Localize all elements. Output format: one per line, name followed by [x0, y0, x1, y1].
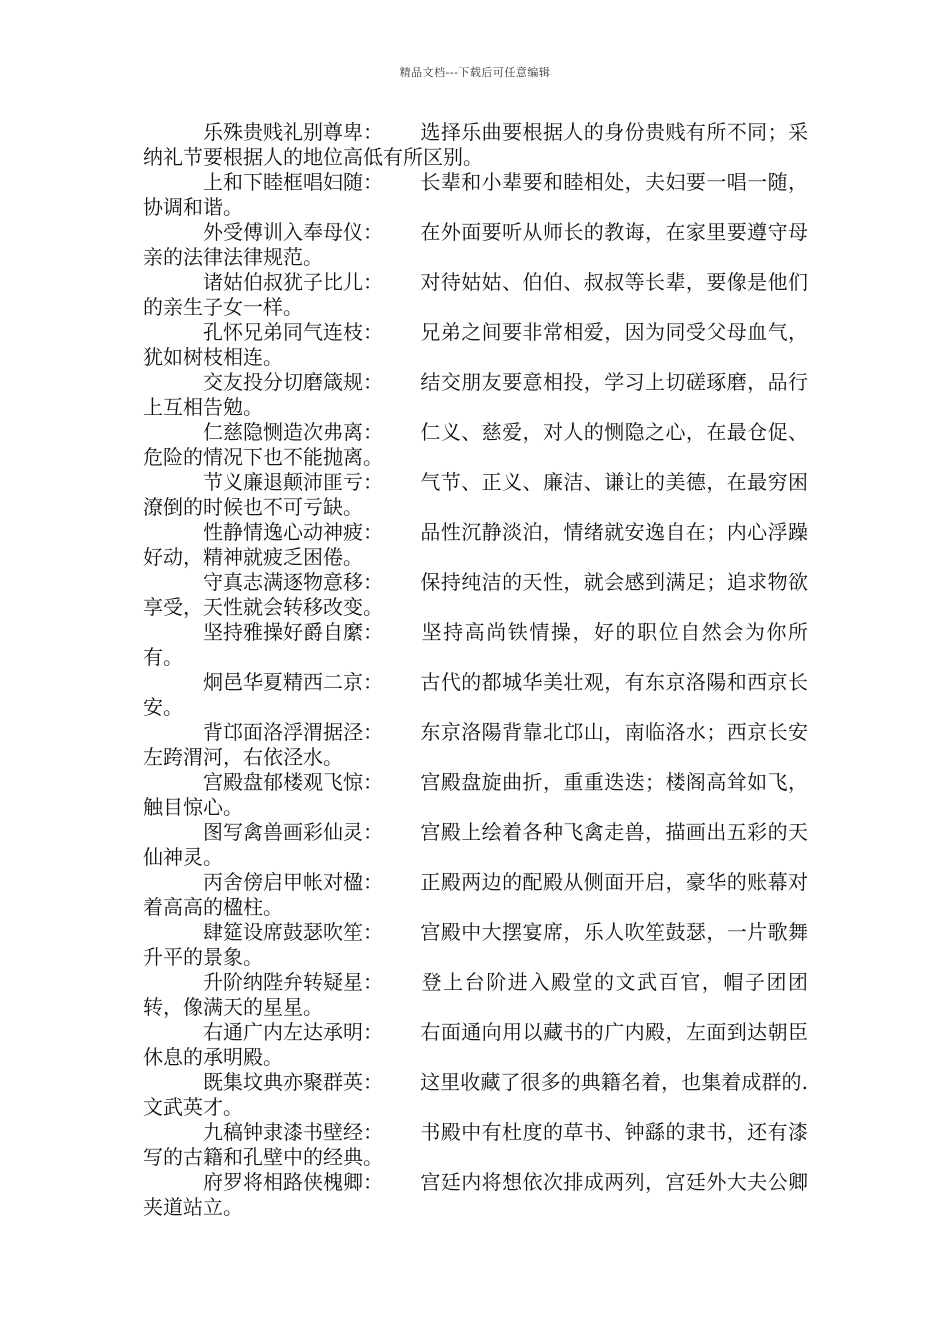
idiom-entry: [143, 1020, 808, 1070]
idiom-entry: [143, 170, 808, 220]
idiom-entry: [143, 270, 808, 320]
idiom-explanation: 登上台阶进入殿堂的文武百官，帽子团团转，像满天的星星。: [143, 970, 808, 1019]
idiom-entry: [143, 570, 808, 620]
idiom-entry: [143, 720, 808, 770]
idiom-entry: [143, 520, 808, 570]
idiom-entry: [143, 870, 808, 920]
idiom-entry: [143, 470, 808, 520]
idiom-explanation: 品性沉静淡泊，情绪就安逸自在；内心浮躁好动，精神就疲乏困倦。: [143, 520, 808, 569]
idiom-phrase: 性静情逸心动神疲：: [203, 520, 383, 544]
document-body: [143, 120, 808, 1220]
idiom-explanation: 坚持高尚铁情操，好的职位自然会为你所有。: [143, 620, 808, 669]
idiom-explanation: 选择乐曲要根据人的身份贵贱有所不同；采纳礼节要根据人的地位高低有所区别。: [143, 120, 808, 169]
idiom-explanation: 右面通向用以藏书的广内殿，左面到达朝臣休息的承明殿。: [143, 1020, 808, 1069]
idiom-phrase: 宫殿盘郁楼观飞惊：: [203, 770, 383, 794]
idiom-phrase: 仁慈隐恻造次弗离：: [203, 420, 383, 444]
idiom-phrase: 丙舍傍启甲帐对楹：: [203, 870, 383, 894]
idiom-entry: [143, 620, 808, 670]
idiom-phrase: 九稿钟隶漆书壁经：: [203, 1120, 383, 1144]
idiom-explanation: 宫殿上绘着各种飞禽走兽，描画出五彩的天仙神灵。: [143, 820, 808, 869]
idiom-explanation: 正殿两边的配殿从侧面开启，豪华的账幕对着高高的楹柱。: [143, 870, 808, 919]
idiom-phrase: 右通广内左达承明：: [203, 1020, 383, 1044]
idiom-phrase: 肆筵设席鼓瑟吹笙：: [203, 920, 383, 944]
idiom-phrase: 升阶纳陛弁转疑星：: [203, 970, 383, 994]
idiom-explanation: 宫殿盘旋曲折，重重迭迭；楼阁高耸如飞，触目惊心。: [143, 770, 808, 819]
idiom-explanation: 保持纯洁的天性，就会感到满足；追求物欲享受，天性就会转移改变。: [143, 570, 808, 619]
idiom-explanation: 气节、正义、廉洁、谦让的美德，在最穷困潦倒的时候也不可亏缺。: [143, 470, 808, 519]
idiom-explanation: 书殿中有杜度的草书、钟繇的隶书，还有漆写的古籍和孔壁中的经典。: [143, 1120, 808, 1169]
idiom-entry: [143, 1070, 808, 1120]
idiom-entry: [143, 220, 808, 270]
idiom-phrase: 节义廉退颠沛匪亏：: [203, 470, 383, 494]
idiom-phrase: 交友投分切磨箴规：: [203, 370, 383, 394]
idiom-explanation: 这里收藏了很多的典籍名着，也集着成群的. 文武英才。: [143, 1070, 808, 1119]
idiom-entry: [143, 320, 808, 370]
idiom-explanation: 在外面要听从师长的教诲，在家里要遵守母亲的法律法律规范。: [143, 220, 808, 269]
idiom-entry: [143, 920, 808, 970]
idiom-explanation: 仁义、慈爱，对人的恻隐之心，在最仓促、危险的情况下也不能抛离。: [143, 420, 808, 469]
idiom-explanation: 结交朋友要意相投，学习上切磋琢磨，品行上互相告勉。: [143, 370, 808, 419]
idiom-phrase: 孔怀兄弟同气连枝：: [203, 320, 383, 344]
page-header: 精品文档---下载后可任意编辑: [399, 66, 551, 79]
idiom-phrase: 坚持雅操好爵自縻：: [203, 620, 383, 644]
idiom-entry: [143, 420, 808, 470]
idiom-entry: [143, 1170, 808, 1220]
idiom-entry: [143, 670, 808, 720]
idiom-entry: [143, 770, 808, 820]
idiom-phrase: 背邙面洛浮渭据泾：: [203, 720, 383, 744]
idiom-entry: [143, 970, 808, 1020]
idiom-phrase: 府罗将相路侠槐卿：: [203, 1170, 383, 1194]
idiom-entry: [143, 370, 808, 420]
idiom-explanation: 长辈和小辈要和睦相处，夫妇要一唱一随，协调和谐。: [143, 170, 808, 219]
idiom-phrase: 图写禽兽画彩仙灵：: [203, 820, 383, 844]
idiom-explanation: 东京洛陽背靠北邙山，南临洛水；西京长安左跨渭河，右依泾水。: [143, 720, 808, 769]
idiom-phrase: 外受傅训入奉母仪：: [203, 220, 383, 244]
idiom-phrase: 炯邑华夏精西二京：: [203, 670, 383, 694]
idiom-phrase: 诸姑伯叔犹子比儿：: [203, 270, 383, 294]
idiom-phrase: 乐殊贵贱礼别尊卑：: [203, 120, 383, 144]
idiom-explanation: 宫殿中大摆宴席，乐人吹笙鼓瑟，一片歌舞升平的景象。: [143, 920, 808, 969]
idiom-explanation: 对待姑姑、伯伯、叔叔等长辈，要像是他们的亲生子女一样。: [143, 270, 808, 319]
idiom-explanation: 古代的都城华美壮观，有东京洛陽和西京长安。: [143, 670, 808, 719]
idiom-phrase: 上和下睦框唱妇随：: [203, 170, 383, 194]
idiom-explanation: 宫廷内将想依次排成两列，宫廷外大夫公卿夹道站立。: [143, 1170, 808, 1219]
idiom-entry: [143, 120, 808, 170]
idiom-phrase: 既集坟典亦聚群英：: [203, 1070, 383, 1094]
idiom-entry: [143, 1120, 808, 1170]
idiom-phrase: 守真志满逐物意移：: [203, 570, 383, 594]
idiom-explanation: 兄弟之间要非常相爱，因为同受父母血气，犹如树枝相连。: [143, 320, 808, 369]
idiom-entry: [143, 820, 808, 870]
